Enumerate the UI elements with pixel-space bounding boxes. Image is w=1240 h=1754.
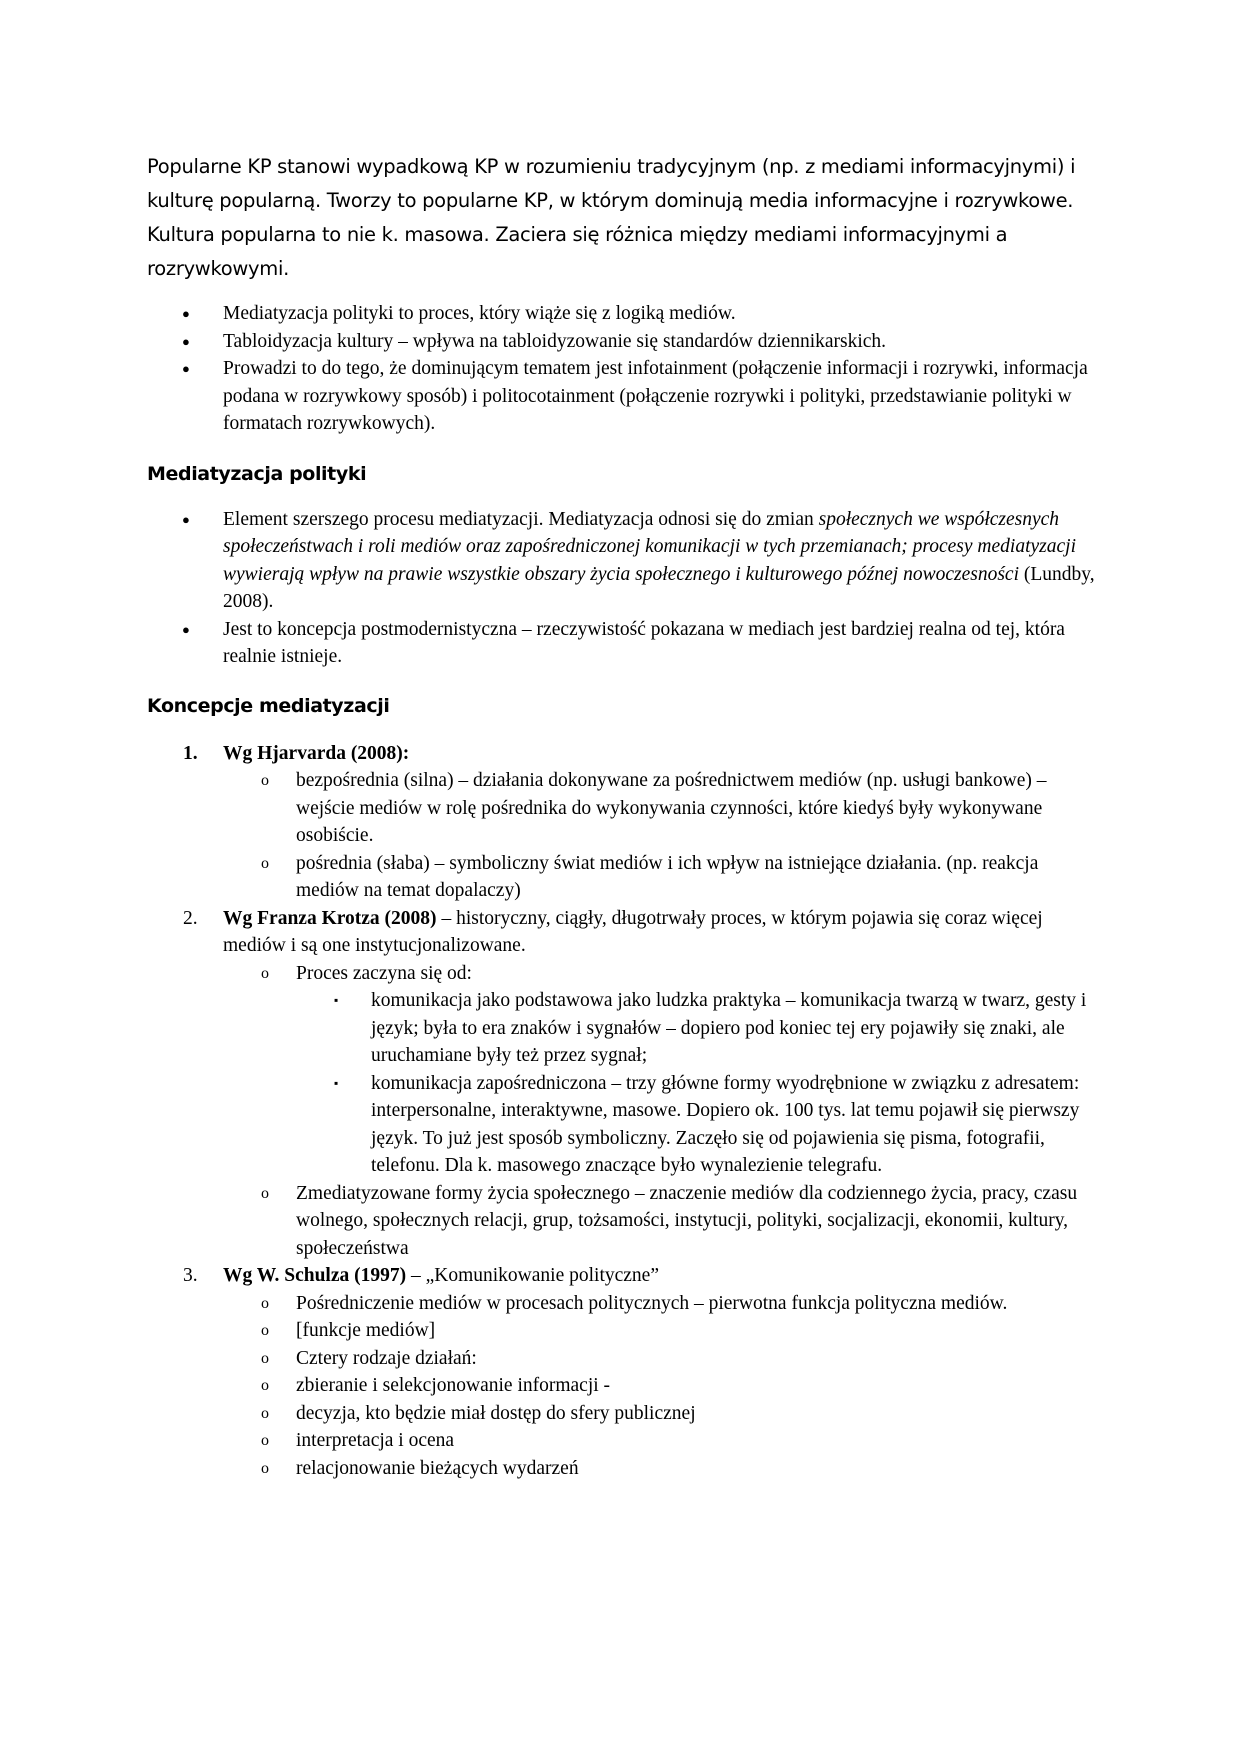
bullet-icon: ● xyxy=(182,511,190,527)
sub-sub-item xyxy=(296,1070,1097,1180)
item-heading: Wg W. Schulza (1997) xyxy=(223,1265,407,1286)
square-bullet-icon: ▪ xyxy=(334,1075,339,1090)
circle-bullet-icon: o xyxy=(261,772,269,789)
circle-bullet-icon: o xyxy=(261,1404,269,1422)
sub-sub-item-text: komunikacja zapośredniczona – trzy główne formy wyodrębnione w związku z adresatem: interpersonalne, interaktywne, masowe. Dopiero ok. 100 tys. lat temu pojawił się pierwszy język. To już jest sposób symboliczny. Zaczęło się od pojawienia się pisma, fotografii, telefonu. Dla k. masowego znaczące było wynalezienie telegrafu. xyxy=(371,1072,1080,1176)
bullet-icon: ● xyxy=(182,361,190,376)
intro-bullet-list xyxy=(147,300,1097,438)
list-item xyxy=(147,616,1097,671)
sub-item xyxy=(223,850,1097,905)
list-item-text: Prowadzi to do tego, że dominującym tematem jest infotainment (połączenie informacji i rozrywki, informacja podana w rozrywkowy sposób) i politocotainment (połączenie rozrywki i polityki, przedstawianie polityki w formatach rozrywkowych). xyxy=(223,358,1088,434)
sub-item xyxy=(223,1400,1097,1428)
bullet-icon: ● xyxy=(182,621,190,637)
sub-item xyxy=(223,960,1097,1180)
sub-item xyxy=(223,1427,1097,1455)
item-number: 3. xyxy=(183,1265,198,1286)
list-item xyxy=(147,506,1097,616)
sub-list xyxy=(223,960,1097,1263)
koncepcje-numbered-list xyxy=(147,740,1097,1483)
sub-item xyxy=(223,1180,1097,1263)
item-heading: Wg Franza Krotza (2008) xyxy=(223,907,437,929)
sub-item-text: zbieranie i selekcjonowanie informacji - xyxy=(296,1375,611,1396)
list-item xyxy=(147,355,1097,438)
sub-item xyxy=(223,1290,1097,1318)
citation-text: (Lundby, 2008). xyxy=(223,563,1095,612)
circle-bullet-icon: o xyxy=(261,1349,269,1367)
list-item-text: Element szerszego procesu mediatyzacji. Mediatyzacja odnosi się do zmian xyxy=(223,508,819,530)
sub-item-text: Zmediatyzowane formy życia społecznego – znaczenie mediów dla codziennego życia, pracy, czasu wolnego, społecznych relacji, grup, tożsamości, instytucji, polityki, socjalizacji, ekonomii, kultury, społeczeństwa xyxy=(296,1182,1078,1259)
circle-bullet-icon: o xyxy=(261,1322,269,1339)
circle-bullet-icon: o xyxy=(261,1459,269,1477)
sub-item-text: Cztery rodzaje działań: xyxy=(296,1347,477,1369)
sub-item xyxy=(223,767,1097,850)
sub-list xyxy=(223,1290,1097,1483)
heading-mediatyzacja-polityki: Mediatyzacja polityki xyxy=(147,462,367,485)
square-bullet-icon: ▪ xyxy=(334,993,339,1007)
bullet-icon: ● xyxy=(182,333,190,349)
sub-sub-item-text: komunikacja jako podstawowa jako ludzka praktyka – komunikacja twarzą w twarz, gesty i język; była to era znaków i sygnałów – dopiero pod koniec tej ery pojawiły się znaki, ale uruchamiane były też przez sygnał; xyxy=(371,990,1087,1066)
circle-bullet-icon: o xyxy=(261,964,269,982)
item-number: 1. xyxy=(183,742,198,764)
mediatyzacja-bullet-list xyxy=(147,506,1097,671)
list-item-text: Mediatyzacja polityki to proces, który wiąże się z logiką mediów. xyxy=(223,303,736,324)
sub-item-text: pośrednia (słaba) – symboliczny świat mediów i ich wpływ na istniejące działania. (np. reakcja mediów na temat dopalaczy) xyxy=(296,852,1039,901)
sub-item-text: Proces zaczyna się od: xyxy=(296,962,472,984)
circle-bullet-icon: o xyxy=(261,854,269,872)
heading-koncepcje-mediatyzacji: Koncepcje mediatyzacji xyxy=(147,694,390,717)
sub-item xyxy=(223,1317,1097,1345)
sub-item-text: interpretacja i ocena xyxy=(296,1430,455,1451)
item-number: 2. xyxy=(183,907,198,929)
sub-item-text: bezpośrednia (silna) – działania dokonywane za pośrednictwem mediów (np. usługi bankowe) – wejście mediów w rolę pośrednika do wykonywania czynności, które kiedyś były wykonywane osobiście. xyxy=(296,770,1047,846)
sub-item-text: [funkcje mediów] xyxy=(296,1320,436,1341)
circle-bullet-icon: o xyxy=(261,1184,269,1202)
intro-paragraph: Popularne KP stanowi wypadkową KP w rozumieniu tradycyjnym (np. z mediami informacyjnymi) i kulturę popularną. Tworzy to popularne KP, w którym dominują media informacyjne i rozrywkowe. Kultura popularna to nie k. masowa. Zaciera się różnica między mediami informacyjnymi a rozrywkowymi. xyxy=(147,155,1076,280)
circle-bullet-icon: o xyxy=(261,1377,269,1394)
numbered-item-krotz xyxy=(147,905,1097,1263)
sub-item xyxy=(223,1455,1097,1483)
item-text: – historyczny, ciągły, długotrwały proces, w którym pojawia się coraz więcej mediów i są one instytucjonalizowane. xyxy=(223,907,1043,956)
sub-item xyxy=(223,1345,1097,1373)
bullet-icon: ● xyxy=(182,306,190,321)
list-item xyxy=(147,328,1097,356)
list-item-italic-text: społecznych we współczesnych społeczeństwach i roli mediów oraz zapośredniczonej komunikacji w tych przemianach; procesy mediatyzacji wywierają wpływ na prawie wszystkie obszary życia społecznego i kulturowego późnej nowoczesności xyxy=(223,508,1076,585)
item-text: – „Komunikowanie polityczne” xyxy=(406,1265,659,1286)
list-item xyxy=(147,300,1097,328)
circle-bullet-icon: o xyxy=(261,1432,269,1449)
circle-bullet-icon: o xyxy=(261,1294,269,1312)
sub-sub-list xyxy=(296,987,1097,1180)
sub-item-text: relacjonowanie bieżących wydarzeń xyxy=(296,1457,579,1479)
numbered-item-hjarvard xyxy=(147,740,1097,905)
document-body xyxy=(147,150,1097,1482)
item-heading: Wg Hjarvarda (2008): xyxy=(223,742,410,764)
sub-sub-item xyxy=(296,987,1097,1070)
sub-item-text: decyzja, kto będzie miał dostęp do sfery publicznej xyxy=(296,1402,696,1424)
sub-item xyxy=(223,1372,1097,1400)
sub-list xyxy=(223,767,1097,905)
list-item-text: Jest to koncepcja postmodernistyczna – rzeczywistość pokazana w mediach jest bardziej realna od tej, która realnie istnieje. xyxy=(223,618,1065,667)
numbered-item-schulz xyxy=(147,1262,1097,1482)
list-item-text: Tabloidyzacja kultury – wpływa na tabloidyzowanie się standardów dziennikarskich. xyxy=(223,330,887,352)
sub-item-text: Pośredniczenie mediów w procesach politycznych – pierwotna funkcja polityczna mediów. xyxy=(296,1292,1008,1314)
